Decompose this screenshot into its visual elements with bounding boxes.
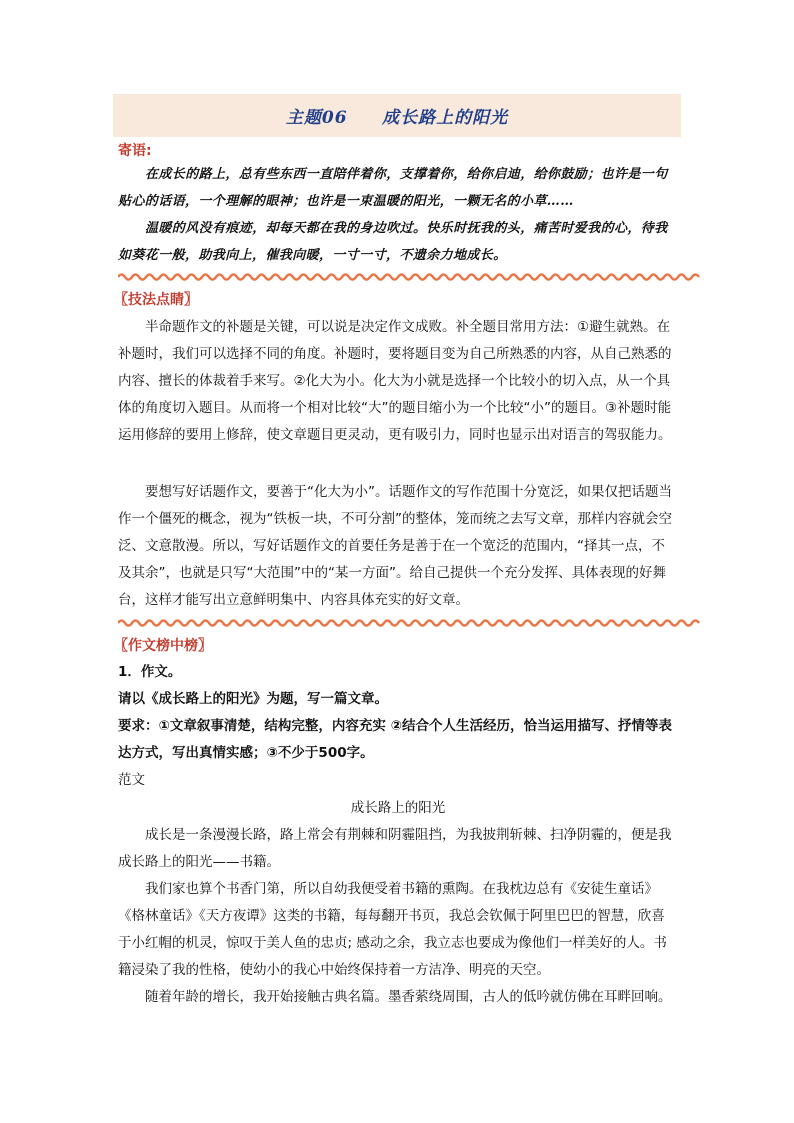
- essay-paragraph-1: 成长是一条漫漫长路，路上常会有荆棘和阴霾阻挡，为我披荆斩棘、扫净阴霾的，便是我成长路上的阳光——书籍。: [118, 827, 672, 870]
- wavy-divider-1: [118, 272, 703, 282]
- fanwen-label: 范文: [118, 772, 145, 788]
- jifa-paragraph-2: 要想写好话题作文，要善于“化大为小”。话题作文的写作范围十分宽泛，如果仅把话题当作一个僵死的概念，视为“铁板一块，不可分割”的整体，笼而统之去写文章，那样内容就会空泛、文意散漫。所以，写好话题作文的首要任务是善于在一个宽泛的范围内，“择其一点，不及其余”，也就是只写“大范围”中的“某一方面”。给自己提供一个充分发挥、具体表现的好舞台，这样才能写出立意鲜明集中、内容具体充实的好文章。: [118, 484, 672, 608]
- jiyu-label: 寄语:: [118, 143, 152, 159]
- essay-title: 成长路上的阳光: [350, 800, 446, 816]
- essay-paragraph-3: 随着年龄的增长，我开始接触古典名篇。墨香萦绕周围，古人的低吟就仿佛在耳畔回响。: [145, 989, 672, 1005]
- page-title: 主题06 成长路上的阳光: [285, 108, 509, 128]
- jiyu-paragraph-1: 在成长的路上，总有些东西一直陪伴着你，支撑着你，给你启迪，给你鼓励；也许是一句贴心的话语，一个理解的眼神；也许是一束温暖的阳光，一颗无名的小草……: [118, 167, 668, 209]
- wavy-divider-2: [118, 618, 703, 628]
- question-number: 1．作文。: [118, 664, 182, 680]
- essay-requirements: 要求：①文章叙事清楚，结构完整，内容充实 ②结合个人生活经历，恰当运用描写、抒情等表达方式，写出真情实感；③不少于500字。: [118, 718, 673, 761]
- essay-paragraph-2: 我们家也算个书香门第，所以自幼我便受着书籍的熏陶。在我枕边总有《安徒生童话》《格林童话》《天方夜谭》这类的书籍，每每翻开书页，我总会钦佩于阿里巴巴的智慧，欣喜于小红帽的机灵，惊叹于美人鱼的忠贞; 感动之余，我立志也要成为像他们一样美好的人。书籍浸染了我的性格，使幼小的我心中始终保持着一方洁净、明亮的天空。: [118, 881, 667, 978]
- jifa-paragraph-1: 半命题作文的补题是关键，可以说是决定作文成败。补全题目常用方法：①避生就熟。在补题时，我们可以选择不同的角度。补题时，要将题目变为自己所熟悉的内容，从自己熟悉的内容、擅长的体裁着手来写。②化大为小。化大为小就是选择一个比较小的切入点，从一个具体的角度切入题目。从而将一个相对比较“大”的题目缩小为一个比较“小”的题目。③补题时能运用修辞的要用上修辞，使文章题目更灵动，更有吸引力，同时也显示出对语言的驾驭能力。: [118, 319, 672, 443]
- jiyu-paragraph-2: 温暖的风没有痕迹，却每天都在我的身边吹过。快乐时抚我的头，痛苦时爱我的心，待我如葵花一般，助我向上，催我向暖，一寸一寸，不遗余力地成长。: [118, 221, 668, 263]
- essay-prompt: 请以《成长路上的阳光》为题，写一篇文章。: [118, 691, 388, 707]
- jifa-label: 〖技法点睛〗: [114, 292, 198, 308]
- title-banner: [113, 94, 681, 137]
- zuowen-label: 〖作文榜中榜〗: [114, 638, 212, 654]
